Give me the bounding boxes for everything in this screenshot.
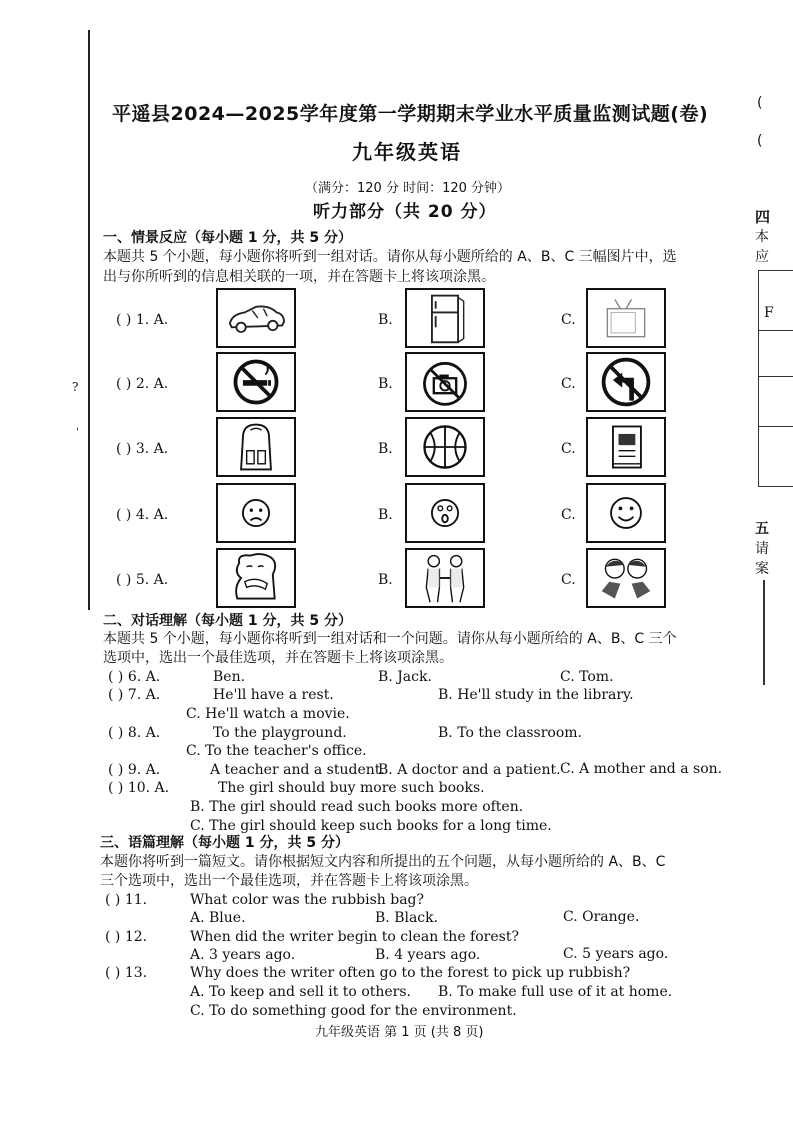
fridge-icon [407,290,483,346]
question-number: ( ) 13. [105,965,148,981]
option-c: C. A mother and a son. [560,761,723,777]
sad-face-icon [218,485,294,541]
margin-fragment: F [764,305,774,321]
book-icon [588,419,664,475]
question-number: ( ) 6. A. [108,669,161,685]
option-a: A teacher and a student. [210,762,385,778]
question-number: ( ) 7. A. [108,687,161,703]
exam-meta: （满分：120 分 时间：120 分钟） [305,181,511,196]
option-c-label: C. [561,507,576,523]
backpack-icon [218,419,294,475]
part3-heading: 三、语篇理解（每小题 1 分，共 5 分） [100,835,349,851]
option-a: He'll have a rest. [213,687,334,703]
page-footer: 九年级英语 第 1 页 (共 8 页) [315,1025,484,1040]
margin-fragment: 四 [755,208,771,226]
option-a-image [216,352,296,412]
margin-mark: ? [72,380,79,394]
question-number: ( ) 10. A. [108,780,170,796]
option-b-image [405,483,485,543]
car-icon [218,290,294,346]
part1-heading: 一、情景反应（每小题 1 分，共 5 分） [103,230,352,246]
option-b-image [405,417,485,477]
option-c: C. To the teacher's office. [186,743,367,759]
margin-fragment: 请 [755,541,769,557]
option-c-image [586,288,666,348]
option-b: B. He'll study in the library. [438,687,634,703]
option-b: B. The girl should read such books more often. [190,799,524,815]
option-b: B. To the classroom. [438,725,583,741]
option-b-image [405,352,485,412]
option-a-image [216,548,296,608]
margin-table-rule [758,330,793,331]
option-a-image [216,288,296,348]
part1-instruction: 本题共 5 个小题，每小题你将听到一组对话。请你从每小题所给的 A、B、C 三幅图片中，选 [103,249,677,265]
exam-title: 平遥县2024—2025学年度第一学期期末学业水平质量监测试题(卷) [112,103,709,125]
tv-icon [588,290,664,346]
option-b: B. Black. [375,910,439,926]
question-number: ( ) 1. A. [116,312,169,328]
binding-line [88,30,90,610]
handshake-icon [407,550,483,606]
question-number: ( ) 9. A. [108,762,161,778]
part3-instruction: 三个选项中，选出一个最佳选项，并在答题卡上将该项涂黑。 [100,873,478,889]
question-number: ( ) 3. A. [116,441,169,457]
part3-instruction: 本题你将听到一篇短文。请你根据短文内容和所提出的五个问题，从每小题所给的 A、B、C [100,854,666,870]
option-c-label: C. [561,572,576,588]
margin-fragment: 案 [755,561,769,577]
option-b-label: B. [378,507,393,523]
no-smoking-icon [218,354,294,410]
sick-person-icon [218,550,294,606]
question-text: When did the writer begin to clean the forest? [190,929,519,945]
margin-fragment: 本 [755,229,769,245]
no-left-turn-icon [588,354,664,410]
option-c-image [586,548,666,608]
part2-instruction: 选项中，选出一个最佳选项，并在答题卡上将该项涂黑。 [103,650,453,666]
option-a: To the playground. [213,725,347,741]
option-b-label: B. [378,376,393,392]
option-b: B. 4 years ago. [375,947,481,963]
option-b: B. To make full use of it at home. [438,984,673,1000]
smiling-face-icon [588,485,664,541]
option-c-label: C. [561,312,576,328]
option-b-label: B. [378,312,393,328]
no-photo-icon [407,354,483,410]
option-a: Ben. [213,669,246,685]
option-a-image [216,483,296,543]
two-people-icon [588,550,664,606]
option-c: C. He'll watch a movie. [186,706,350,722]
option-c: C. The girl should keep such books for a long time. [190,818,552,834]
option-a: A. 3 years ago. [190,947,296,963]
question-number: ( ) 2. A. [116,376,169,392]
margin-table [758,270,793,487]
margin-table-rule [758,426,793,427]
option-a: A. Blue. [190,910,246,926]
option-b: B. A doctor and a patient. [378,762,561,778]
option-c-image [586,417,666,477]
part2-heading: 二、对话理解（每小题 1 分，共 5 分） [103,613,352,629]
option-c: C. 5 years ago. [563,946,669,962]
margin-fragment: ( [757,133,763,149]
option-a: The girl should buy more such books. [218,780,485,796]
question-number: ( ) 12. [105,929,148,945]
option-c-image [586,483,666,543]
option-b-label: B. [378,441,393,457]
option-b: B. Jack. [378,669,432,685]
option-c-label: C. [561,441,576,457]
option-c-image [586,352,666,412]
option-a: A. To keep and sell it to others. [190,984,411,1000]
option-c: C. Orange. [563,909,640,925]
part1-instruction: 出与你所听到的信息相关联的一项，并在答题卡上将该项涂黑。 [103,269,495,285]
margin-rule [763,580,765,685]
question-number: ( ) 11. [105,892,148,908]
option-a-image [216,417,296,477]
option-c: C. To do something good for the environment. [190,1003,517,1019]
option-c-label: C. [561,376,576,392]
margin-fragment: ( [757,95,763,111]
option-b-image [405,548,485,608]
exam-subject: 九年级英语 [352,140,462,164]
basketball-icon [407,419,483,475]
option-b-label: B. [378,572,393,588]
part2-instruction: 本题共 5 个小题，每小题你将听到一组对话和一个问题。请你从每小题所给的 A、B、C 三个 [103,631,677,647]
section-listening: 听力部分（共 20 分） [313,202,497,222]
margin-mark: ' [76,427,79,438]
question-text: What color was the rubbish bag? [190,892,425,908]
question-number: ( ) 8. A. [108,725,161,741]
question-number: ( ) 4. A. [116,507,169,523]
question-number: ( ) 5. A. [116,572,169,588]
surprised-face-icon [407,485,483,541]
margin-fragment: 应 [755,249,769,265]
margin-fragment: 五 [755,521,769,537]
option-b-image [405,288,485,348]
margin-table-rule [758,376,793,377]
option-c: C. Tom. [560,669,614,685]
question-text: Why does the writer often go to the forest to pick up rubbish? [190,965,631,981]
